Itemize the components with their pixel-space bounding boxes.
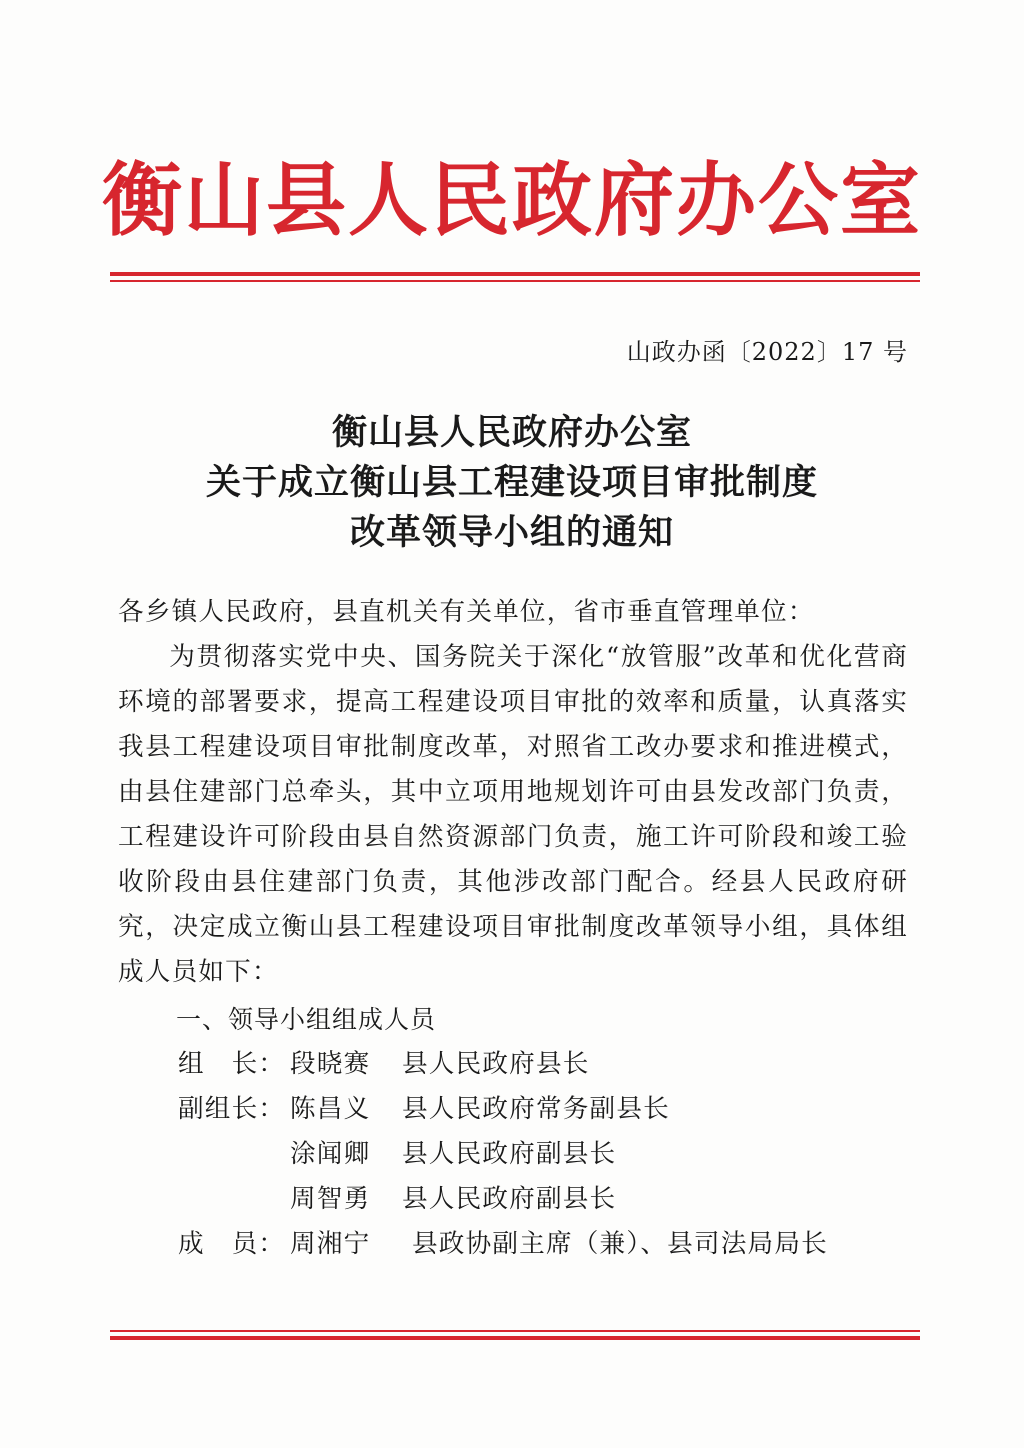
masthead-rule-thick: [110, 272, 920, 276]
document-body: [118, 590, 908, 1267]
document-title: [0, 408, 1024, 558]
masthead-agency-name: 衡山县人民政府办公室: [102, 153, 922, 247]
member-role: 成 员：: [178, 1229, 286, 1259]
member-name: 段晓赛: [290, 1049, 371, 1079]
member-list: [118, 1042, 908, 1267]
member-role: 组 长：: [178, 1049, 286, 1079]
member-row: [118, 1222, 908, 1267]
member-row: [118, 1042, 908, 1087]
member-title: 县人民政府副县长: [402, 1184, 617, 1214]
footer-rule-thick: [110, 1336, 920, 1340]
salutation: 各乡镇人民政府，县直机关有关单位，省市垂直管理单位：: [118, 597, 815, 627]
member-role: 副组长：: [178, 1094, 286, 1124]
member-name: 周湘宁: [290, 1229, 371, 1259]
body-paragraph: 为贯彻落实党中央、国务院关于深化“放管服”改革和优化营商环境的部署要求，提高工程建设项目审批的效率和质量，认真落实我县工程建设项目审批制度改革，对照省工改办要求和推进模式，由县住建部门总牵头，其中立项用地规划许可由县发改部门负责，工程建设许可阶段由县自然资源部门负责，施工许可阶段和竣工验收阶段由县住建部门负责，其他涉改部门配合。经县人民政府研究，决定成立衡山县工程建设项目审批制度改革领导小组，具体组成人员如下：: [118, 642, 908, 987]
member-title: 县人民政府常务副县长: [402, 1094, 670, 1124]
title-line-2: 关于成立衡山县工程建设项目审批制度: [205, 462, 818, 503]
title-line-3: 改革领导小组的通知: [349, 512, 674, 553]
masthead-rule-thin: [110, 280, 920, 282]
member-name: 陈昌义: [290, 1094, 371, 1124]
member-name: 涂闻卿: [290, 1139, 371, 1169]
title-line-1: 衡山县人民政府办公室: [331, 412, 692, 453]
member-row: [118, 1177, 908, 1222]
member-row: [118, 1132, 908, 1177]
member-title: 县人民政府县长: [402, 1049, 590, 1079]
footer-rule-thin: [110, 1330, 920, 1332]
member-name: 周智勇: [290, 1184, 371, 1214]
section-heading: 一、领导小组组成人员: [176, 1005, 437, 1034]
member-title: 县政协副主席（兼）、县司法局局长: [412, 1229, 828, 1259]
member-row: [118, 1087, 908, 1132]
document-number: 山政办函〔2022〕17 号: [626, 338, 908, 366]
member-title: 县人民政府副县长: [402, 1139, 617, 1169]
